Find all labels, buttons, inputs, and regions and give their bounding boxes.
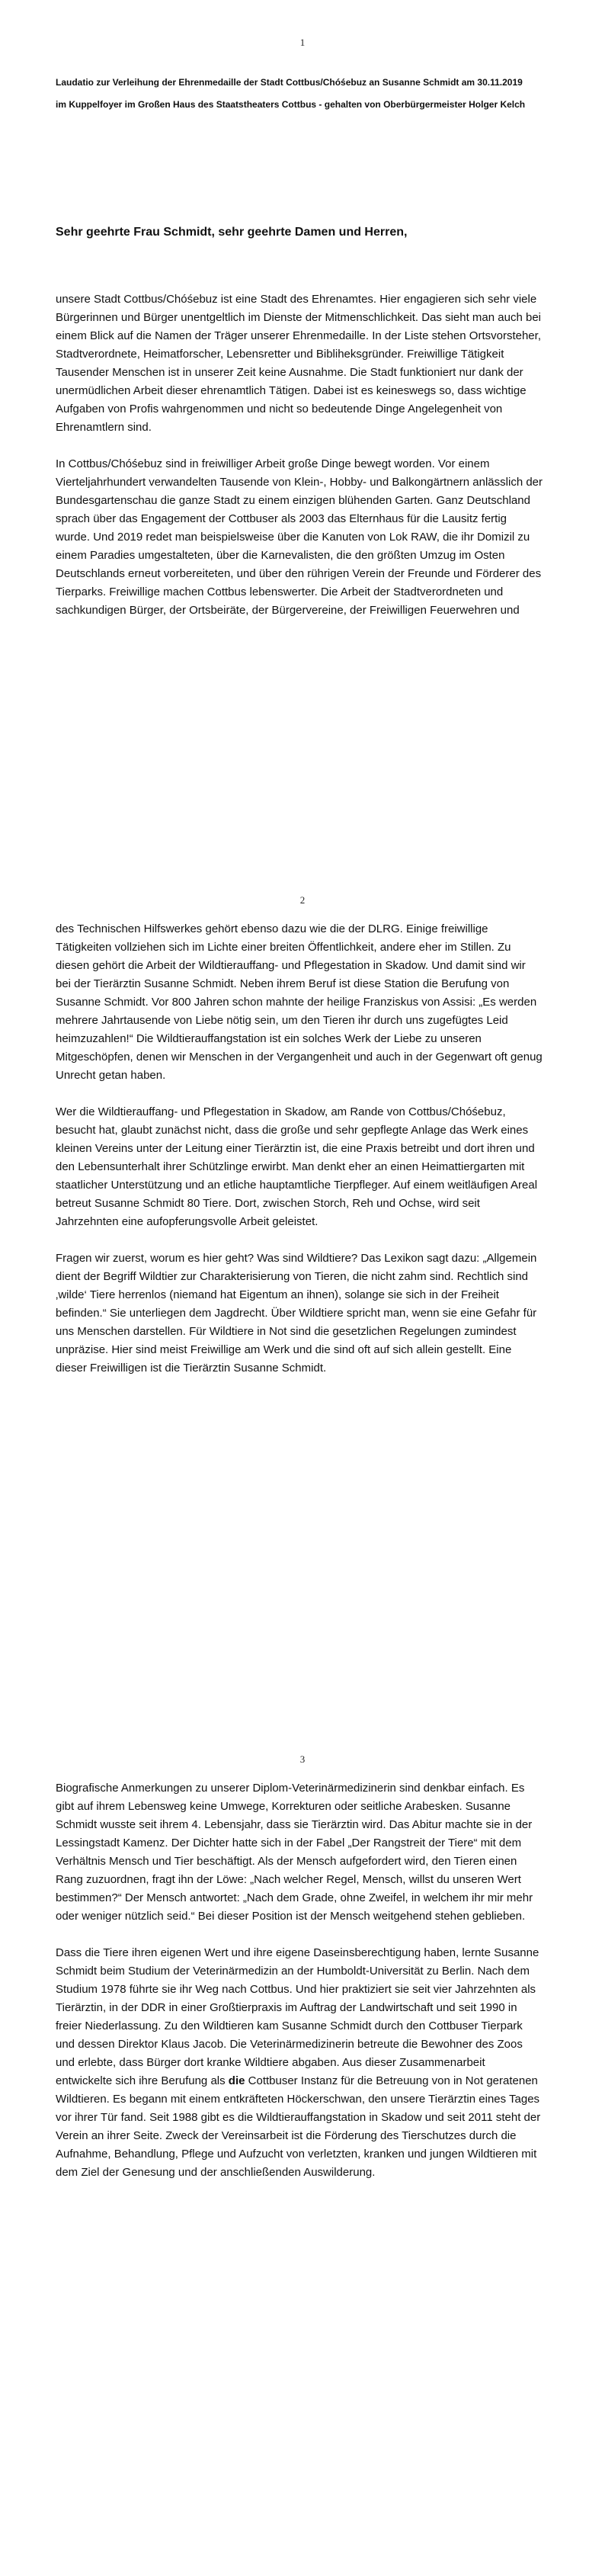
document-title: Laudatio zur Verleihung der Ehrenmedaille der Stadt Cottbus/Chóśebuz an Susanne Schmidt am 30.11.2019 im Kuppelfoyer im Großen Haus des Staatstheaters Cottbus - gehalten von Oberbürgermeister Holger Kelch bbox=[56, 77, 526, 110]
paragraph-text: Cottbuser Instanz für die Betreuung von in Not geratenen Wildtieren. Es begann mit einem entkräfteten Höckerschwan, den unsere Tierärztin eines Tages vor ihrer Tür fand. Seit 1988 gibt es die Wildtierauffangstation in Skadow und seit 2011 steht der Verein an ihrer Seite. Zweck der Vereinsarbeit ist die Förderung des Tierschutzes durch die Aufnahme, Behandlung, Pflege und Aufzucht von verletzten, kranken und jungen Wildtieren mit dem Ziel der Genesung und der anschließenden Auswilderung. bbox=[56, 2074, 541, 2179]
paragraph-text: Dass die Tiere ihren eigenen Wert und ihre eigene Daseinsberechtigung haben, lernte Susanne Schmidt beim Studium der Veterinärmedizin an der Humboldt-Universität zu Berlin. Nach dem Studium 1978 führte sie ihr Weg nach Cottbus. Und hier praktiziert sie seit vier Jahrzehnten als Tierärztin, in der DDR in einer Großtierpraxis im Auftrag der Landwirtschaft und seit 1990 in freier Niederlassung. Zu den Wildtieren kam Susanne Schmidt durch den Cottbuser Tierpark und dessen Direktor Klaus Jacob. Die Veterinärmedizinerin betreute die Bewohner des Zoos und erlebte, dass Bürger dort kranke Wildtiere abgaben. Aus dieser Zusammenarbeit entwickelte sich ihre Berufung als bbox=[56, 1946, 539, 2087]
paragraph: In Cottbus/Chóśebuz sind in freiwilliger Arbeit große Dinge bewegt worden. Vor einem Vierteljahrhundert verwandelten Tausende von Klein-, Hobby- und Balkongärtnern anlässlich der Bundesgartenschau die ganze Stadt zu einem einzigen blühenden Garten. Ganz Deutschland sprach über das Engagement der Cottbuser als 2003 das Elternhaus für die Lausitz fertig wurde. Und 2019 redet man beispielsweise über die Kanuten von Lok RAW, die ihr Domizil zu einem Paradies umgestalteten, über die Karnevalisten, die den größten Umzug im Osten Deutschlands erneut vorbereiteten, und über den rührigen Verein der Freunde und Förderer des Tierparks. Freiwillige machen Cottbus lebenswerter. Die Arbeit der Stadtverordneten und sachkundigen Bürger, der Ortsbeiräte, der Bürgervereine, der Freiwilligen Feuerwehren und bbox=[56, 457, 543, 617]
body-text bbox=[56, 1779, 543, 2182]
paragraph: des Technischen Hilfswerkes gehört ebenso dazu wie die der DLRG. Einige freiwillige Tätigkeiten vollziehen sich im Lichte einer breiten Öffentlichkeit, andere eher im Stillen. Zu diesen gehört die Arbeit der Wildtierauffang- und Pflegestation in Skadow. Und damit sind wir bei der Tierärztin Susanne Schmidt. Neben ihrem Beruf ist diese Station die Berufung von Susanne Schmidt. Vor 800 Jahren schon mahnte der heilige Franziskus von Assisi: „Es werden mehrere Jahrtausende von Liebe nötig sein, um den Tieren ihr durch uns zugefügtes Leid heimzuzahlen!“ Die Wildtierauffangstation ist ein solches Werk der Liebe zu unseren Mitgeschöpfen, denen wir Menschen in der Vergangenheit und auch in der Gegenwart oft genug Unrecht getan haben. bbox=[56, 922, 543, 1082]
paragraph: Biografische Anmerkungen zu unserer Diplom-Veterinärmedizinerin sind denkbar einfach. Es gibt auf ihrem Lebensweg keine Umwege, Korrekturen oder seitliche Arabesken. Susanne Schmidt wusste seit ihrem 4. Lebensjahr, dass sie Tierärztin wird. Das Abitur machte sie in der Lessingstadt Kamenz. Der Dichter hatte sich in der Fabel „Der Rangstreit der Tiere“ mit dem Verhältnis Mensch und Tier beschäftigt. Als der Mensch aufgefordert wird, den Tieren einen Rang zuzuordnen, fragt ihn der Löwe: „Nach welcher Regel, Mensch, willst du unseren Wert bestimmen?“ Der Mensch antwortet: „Nach dem Grade, ohne Zweifel, in welchem ihr mir mehr oder weniger nützlich seid.“ Bei dieser Position ist der Mensch weitgehend stehen geblieben. bbox=[56, 1782, 533, 1923]
page-2 bbox=[0, 858, 605, 1717]
page-3 bbox=[0, 1717, 605, 2576]
paragraph: Wer die Wildtierauffang- und Pflegestation in Skadow, am Rande von Cottbus/Chóśebuz, besucht hat, glaubt zunächst nicht, dass die große und sehr gepflegte Anlage das Werk eines kleinen Vereins unter der Leitung einer Tierärztin ist, die eine Praxis betreibt und dort ihren und den Lebensunterhalt ihrer Schützlinge erwirbt. Man denkt eher an einen Heimattiergarten mit staatlicher Unterstützung und an etliche hauptamtliche Tierpfleger. Auf einem weitläufigen Areal betreut Susanne Schmidt 80 Tiere. Dort, zwischen Storch, Reh und Ochse, wird seit Jahrzehnten eine aufopferungsvolle Arbeit geleistet. bbox=[56, 1105, 538, 1228]
paragraph: Fragen wir zuerst, worum es hier geht? Was sind Wildtiere? Das Lexikon sagt dazu: „Allgemein dient der Begriff Wildtier zur Charakterisierung von Tieren, die nicht zahm sind. Rechtlich sind ‚wilde‘ Tiere herrenlos (niemand hat Eigentum an ihnen), solange sie sich in der Freiheit befinden.“ Sie unterliegen dem Jagdrecht. Über Wildtiere spricht man, wenn sie eine Gefahr für uns Menschen darstellen. Für Wildtiere in Not sind die gesetzlichen Regelungen zumindest unpräzise. Hier sind meist Freiwillige am Werk und die sind oft auf sich allein gestellt. Eine dieser Freiwilligen ist die Tierärztin Susanne Schmidt. bbox=[56, 1252, 537, 1375]
paragraph bbox=[56, 1944, 543, 2182]
page-1 bbox=[0, 0, 605, 858]
page-number: 3 bbox=[299, 1753, 306, 1765]
paragraph: unsere Stadt Cottbus/Chóśebuz ist eine Stadt des Ehrenamtes. Hier engagieren sich sehr viele Bürgerinnen und Bürger unentgeltlich im Dienste der Mitmenschlichkeit. Das sieht man auch bei einem Blick auf die Namen der Träger unserer Ehrenmedaille. In der Liste stehen Ortsvorsteher, Stadtverordnete, Heimatforscher, Lebensretter und Bibliheksgründer. Freiwillige Tätigkeit Tausender Menschen ist in unserer Zeit keine Ausnahme. Die Stadt funktioniert nur dank der unermüdlichen Arbeit dieser ehrenamtlich Tätigen. Dabei ist es keineswegs so, dass wichtige Aufgaben von Profis wahrgenommen und nicht so bedeutende Dinge Angelegenheit von Ehrenamtlern sind. bbox=[56, 293, 541, 434]
body-text bbox=[56, 290, 543, 620]
emphasized-word: die bbox=[228, 2074, 245, 2087]
salutation: Sehr geehrte Frau Schmidt, sehr geehrte Damen und Herren, bbox=[56, 226, 408, 239]
page-number: 2 bbox=[299, 894, 306, 906]
page-number: 1 bbox=[299, 37, 306, 48]
body-text bbox=[56, 920, 543, 1378]
